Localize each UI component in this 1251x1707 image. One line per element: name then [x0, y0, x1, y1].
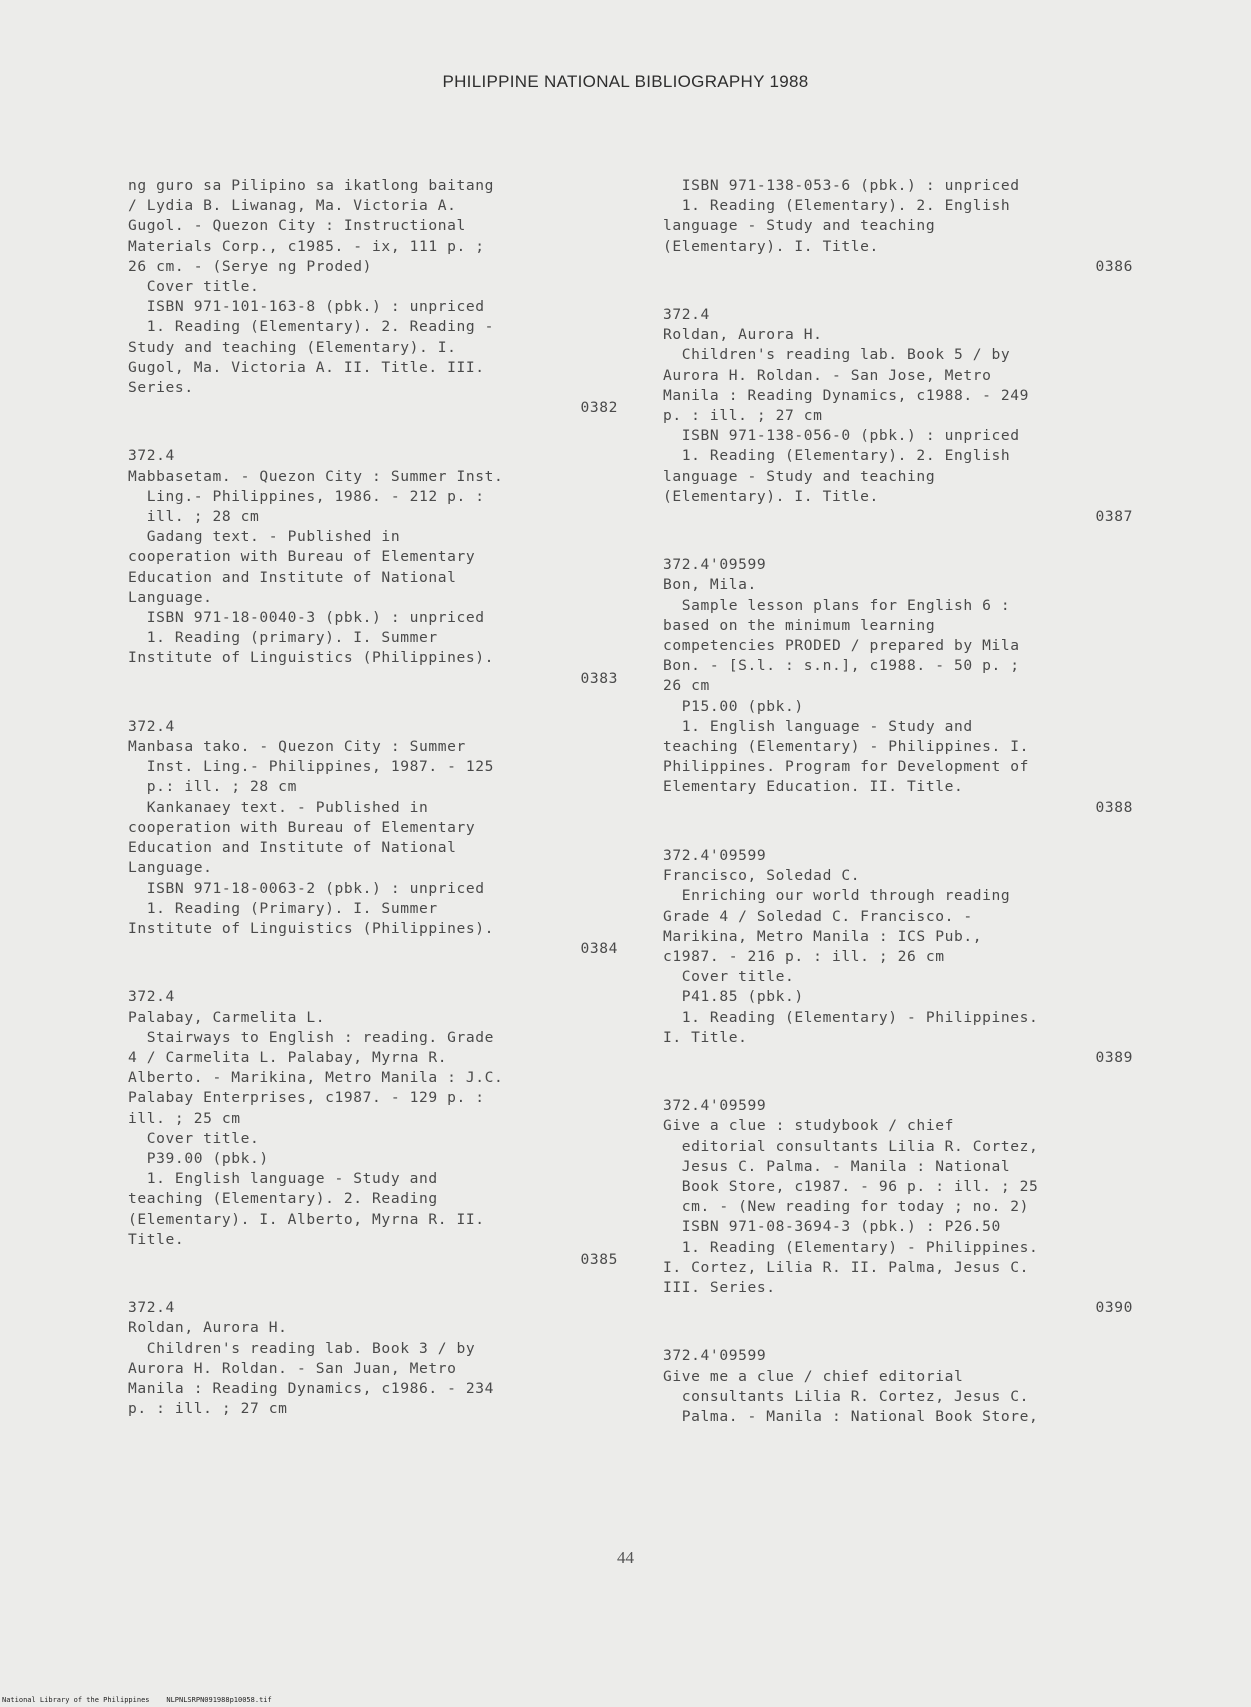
- entry-line: Institute of Linguistics (Philippines).: [128, 919, 495, 937]
- entry-line: 372.4'09599: [663, 1347, 767, 1365]
- entry-line: 26 cm: [663, 677, 710, 695]
- entry-line: 372.4: [128, 988, 175, 1006]
- catalog-entry: [663, 555, 1133, 818]
- entry-line: 1. Reading (Elementary) - Philippines.: [663, 1238, 1039, 1256]
- catalog-entry: [128, 446, 618, 688]
- entry-line: ng guro sa Pilipino sa ikatlong baitang: [128, 177, 495, 194]
- entry-line: Stairways to English : reading. Grade: [128, 1028, 495, 1046]
- entry-line: P15.00 (pbk.): [663, 697, 804, 715]
- scan-footer: National Library of the Philippines NLPNLSRPN091988p10058.tif: [2, 1696, 272, 1704]
- entry-line: Manila : Reading Dynamics, c1986. - 234: [128, 1379, 495, 1397]
- entry-line: Bon. - [S.l. : s.n.], c1988. - 50 p. ;: [663, 657, 1020, 675]
- entry-line: language - Study and teaching: [663, 467, 936, 485]
- entry-line: Language.: [128, 859, 213, 877]
- entry-line: Title.: [128, 1230, 185, 1248]
- entry-line: Education and Institute of National: [128, 568, 457, 586]
- page-header: PHILIPPINE NATIONAL BIBLIOGRAPHY 1988: [442, 72, 809, 91]
- control-number: 0386: [1095, 257, 1133, 275]
- entry-line: 1. Reading (Primary). I. Summer: [128, 899, 438, 917]
- catalog-entry: [128, 987, 618, 1270]
- catalog-entry: [128, 717, 618, 959]
- entry-line: P39.00 (pbk.): [128, 1149, 269, 1167]
- entry-line: Cover title.: [663, 968, 795, 986]
- entry-line: Children's reading lab. Book 5 / by: [663, 346, 1011, 364]
- control-number: 0388: [1095, 798, 1133, 816]
- entry-line: language - Study and teaching: [663, 217, 936, 235]
- control-number: 0382: [580, 399, 618, 417]
- entry-line: Manila : Reading Dynamics, c1988. - 249: [663, 386, 1030, 404]
- entry-line: Elementary Education. II. Title.: [663, 778, 964, 796]
- entry-line: Aurora H. Roldan. - San Juan, Metro: [128, 1359, 457, 1377]
- entry-line: Gadang text. - Published in: [128, 528, 401, 546]
- catalog-entry: [663, 305, 1133, 527]
- entry-line: Grade 4 / Soledad C. Francisco. -: [663, 907, 973, 925]
- catalog-entry: [663, 176, 1133, 277]
- entry-line: 1. Reading (Elementary). 2. English: [663, 447, 1011, 465]
- entry-line: Sample lesson plans for English 6 :: [663, 596, 1011, 614]
- entry-line: c1987. - 216 p. : ill. ; 26 cm: [663, 947, 945, 965]
- entry-line: I. Title.: [663, 1028, 748, 1046]
- entry-line: ISBN 971-138-056-0 (pbk.) : unpriced: [663, 427, 1020, 445]
- entry-line: Give a clue : studybook / chief: [663, 1117, 954, 1135]
- entry-line: Alberto. - Marikina, Metro Manila : J.C.: [128, 1069, 504, 1087]
- control-number: 0385: [580, 1250, 618, 1268]
- entry-line: Cover title.: [128, 1129, 260, 1147]
- entry-line: Palma. - Manila : National Book Store,: [663, 1407, 1039, 1425]
- right-column: [663, 176, 1133, 1427]
- entry-line: cooperation with Bureau of Elementary: [128, 548, 476, 566]
- entry-line: / Lydia B. Liwanag, Ma. Victoria A.: [128, 197, 457, 215]
- entry-line: Institute of Linguistics (Philippines).: [128, 649, 495, 667]
- entry-line: Enriching our world through reading: [663, 887, 1011, 905]
- entry-line: Gugol. - Quezon City : Instructional: [128, 217, 466, 235]
- entry-line: Language.: [128, 588, 213, 606]
- entry-line: Marikina, Metro Manila : ICS Pub.,: [663, 927, 983, 945]
- entry-line: Children's reading lab. Book 3 / by: [128, 1339, 476, 1357]
- entry-line: Kankanaey text. - Published in: [128, 798, 429, 816]
- entry-line: 26 cm. - (Serye ng Proded): [128, 257, 373, 275]
- control-number: 0389: [1095, 1048, 1133, 1066]
- entry-line: Jesus C. Palma. - Manila : National: [663, 1157, 1011, 1175]
- control-number: 0383: [580, 669, 618, 687]
- entry-line: (Elementary). I. Alberto, Myrna R. II.: [128, 1210, 485, 1228]
- entry-line: 1. English language - Study and: [128, 1170, 438, 1188]
- entry-line: Book Store, c1987. - 96 p. : ill. ; 25: [663, 1177, 1039, 1195]
- entry-line: I. Cortez, Lilia R. II. Palma, Jesus C.: [663, 1258, 1030, 1276]
- entry-line: 372.4'09599: [663, 556, 767, 574]
- entry-line: teaching (Elementary). 2. Reading: [128, 1190, 438, 1208]
- entry-line: Philippines. Program for Development of: [663, 758, 1030, 776]
- entry-line: Series.: [128, 379, 194, 397]
- entry-line: ill. ; 25 cm: [128, 1109, 241, 1127]
- entry-line: Gugol, Ma. Victoria A. II. Title. III.: [128, 358, 485, 376]
- entry-line: Aurora H. Roldan. - San Jose, Metro: [663, 366, 992, 384]
- control-number: 0384: [580, 940, 618, 958]
- entry-line: Bon, Mila.: [663, 576, 757, 594]
- entry-line: 372.4: [128, 447, 175, 465]
- entry-line: Roldan, Aurora H.: [128, 1319, 288, 1337]
- entry-line: ISBN 971-18-0063-2 (pbk.) : unpriced: [128, 879, 485, 897]
- entry-line: Inst. Ling.- Philippines, 1987. - 125: [128, 758, 495, 776]
- entry-line: III. Series.: [663, 1278, 776, 1296]
- entry-line: ISBN 971-138-053-6 (pbk.) : unpriced: [663, 177, 1020, 194]
- entry-line: Ling.- Philippines, 1986. - 212 p. :: [128, 487, 485, 505]
- page-number: 44: [617, 1548, 634, 1567]
- entry-line: Materials Corp., c1985. - ix, 111 p. ;: [128, 237, 485, 255]
- entry-line: 372.4'09599: [663, 846, 767, 864]
- entry-line: 1. Reading (primary). I. Summer: [128, 629, 438, 647]
- catalog-entry: [663, 1346, 1133, 1427]
- entry-line: Palabay, Carmelita L.: [128, 1008, 326, 1026]
- entry-line: Francisco, Soledad C.: [663, 867, 861, 885]
- entry-line: p. : ill. ; 27 cm: [663, 407, 823, 425]
- entry-line: based on the minimum learning: [663, 616, 936, 634]
- control-number: 0387: [1095, 508, 1133, 526]
- entry-line: cooperation with Bureau of Elementary: [128, 818, 476, 836]
- entry-line: 372.4: [663, 306, 710, 324]
- entry-line: Give me a clue / chief editorial: [663, 1367, 964, 1385]
- entry-line: Palabay Enterprises, c1987. - 129 p. :: [128, 1089, 485, 1107]
- control-number: 0390: [1095, 1299, 1133, 1317]
- entry-line: p. : ill. ; 27 cm: [128, 1400, 288, 1418]
- entry-line: 1. Reading (Elementary). 2. English: [663, 197, 1011, 215]
- entry-line: ill. ; 28 cm: [128, 508, 260, 526]
- entry-line: teaching (Elementary) - Philippines. I.: [663, 738, 1030, 756]
- left-column: [128, 176, 618, 1419]
- entry-line: 372.4'09599: [663, 1097, 767, 1115]
- catalog-entry: [128, 176, 618, 418]
- entry-line: 372.4: [128, 717, 175, 735]
- catalog-entry: [663, 1096, 1133, 1318]
- entry-line: consultants Lilia R. Cortez, Jesus C.: [663, 1387, 1030, 1405]
- entry-line: Education and Institute of National: [128, 839, 457, 857]
- entry-line: Study and teaching (Elementary). I.: [128, 338, 457, 356]
- entry-line: 4 / Carmelita L. Palabay, Myrna R.: [128, 1048, 448, 1066]
- entry-line: Mabbasetam. - Quezon City : Summer Inst.: [128, 467, 504, 485]
- entry-line: 1. Reading (Elementary). 2. Reading -: [128, 318, 495, 336]
- entry-line: p.: ill. ; 28 cm: [128, 778, 297, 796]
- entry-line: (Elementary). I. Title.: [663, 487, 879, 505]
- entry-line: ISBN 971-101-163-8 (pbk.) : unpriced: [128, 298, 485, 316]
- entry-line: editorial consultants Lilia R. Cortez,: [663, 1137, 1039, 1155]
- entry-line: 1. English language - Study and: [663, 717, 973, 735]
- entry-line: ISBN 971-08-3694-3 (pbk.) : P26.50: [663, 1218, 1001, 1236]
- catalog-entry: [128, 1298, 618, 1419]
- entry-line: Manbasa tako. - Quezon City : Summer: [128, 738, 466, 756]
- entry-line: 372.4: [128, 1299, 175, 1317]
- entry-line: P41.85 (pbk.): [663, 988, 804, 1006]
- entry-line: Cover title.: [128, 278, 260, 296]
- entry-line: competencies PRODED / prepared by Mila: [663, 637, 1020, 655]
- entry-line: ISBN 971-18-0040-3 (pbk.) : unpriced: [128, 609, 485, 627]
- entry-line: Roldan, Aurora H.: [663, 326, 823, 344]
- entry-line: cm. - (New reading for today ; no. 2): [663, 1198, 1030, 1216]
- catalog-entry: [663, 846, 1133, 1068]
- entry-line: (Elementary). I. Title.: [663, 237, 879, 255]
- entry-line: 1. Reading (Elementary) - Philippines.: [663, 1008, 1039, 1026]
